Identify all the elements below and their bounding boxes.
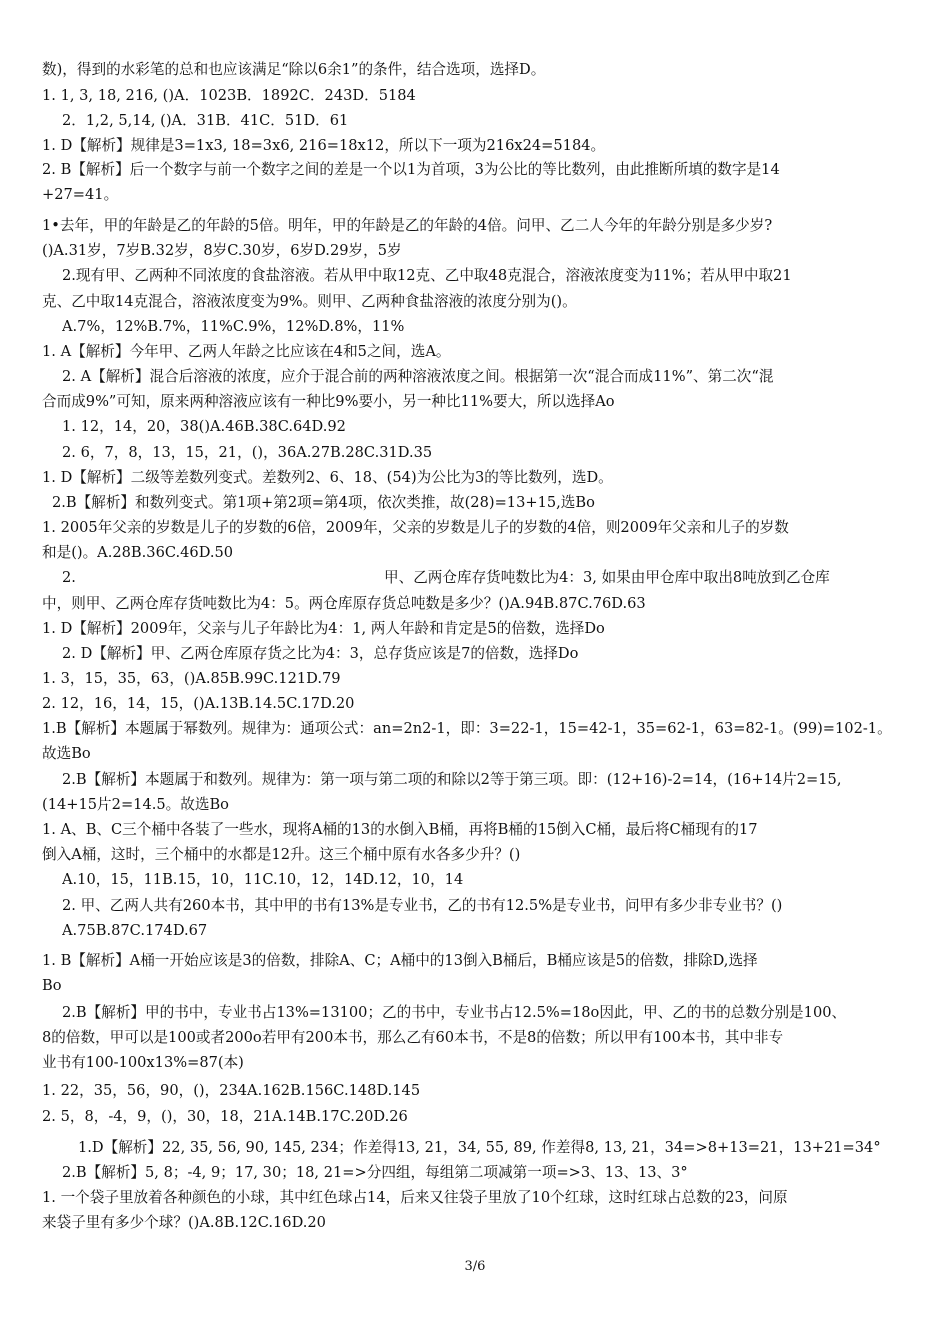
- text-line: 克、乙中取14克混合，溶液浓度变为9%。则甲、乙两种食盐溶液的浓度分别为()。: [42, 293, 577, 310]
- text-line: 1. A【解析】今年甲、乙两人年龄之比应该在4和5之间，选A。: [42, 343, 451, 360]
- text-line: 1. B【解析】A桶一开始应该是3的倍数，排除A、C；A桶中的13倒入B桶后，B桶应该是5的倍数，排除D,选择: [42, 952, 758, 969]
- text-line: 1.D【解析】22, 35, 56, 90, 145, 234；作差得13, 21，34, 55, 89, 作差得8, 13, 21，34=>8+13=21，13+21=34°: [78, 1139, 881, 1156]
- page-number: 3/6: [464, 1259, 486, 1274]
- text-line: 1. D【解析】二级等差数列变式。差数列2、6、18、(54)为公比为3的等比数列，选D。: [42, 469, 613, 486]
- text-line: 1. 3，15，35，63，()A.85B.99C.121D.79: [42, 670, 341, 687]
- text-line: 1. 12，14，20，38()A.46B.38C.64D.92: [62, 418, 346, 435]
- text-line: 2. A【解析】混合后溶液的浓度，应介于混合前的两种溶液浓度之间。根据第一次“混合而成11%”、第二次“混: [62, 368, 774, 385]
- text-line: 甲、乙两仓库存货吨数比为4：3, 如果由甲仓库中取出8吨放到乙仓库: [384, 569, 830, 586]
- text-line: 和是()。A.28B.36C.46D.50: [42, 544, 234, 561]
- text-line: 2. 甲、乙两人共有260本书，其中甲的书有13%是专业书，乙的书有12.5%是专业书，问甲有多少非专业书？(): [62, 897, 783, 914]
- text-line: 1•去年，甲的年龄是乙的年龄的5倍。明年，甲的年龄是乙的年龄的4倍。问甲、乙二人今年的年龄分别是多少岁?: [42, 217, 773, 234]
- text-line: 合而成9%”可知，原来两种溶液应该有一种比9%要小，另一种比11%要大，所以选择Ao: [42, 393, 615, 410]
- text-line: 2. 5，8，-4，9，()，30，18，21A.14B.17C.20D.26: [42, 1108, 408, 1125]
- text-line: Bo: [42, 977, 62, 994]
- text-line: 1.B【解析】本题属于幂数列。规律为：通项公式：an=2n2-1，即：3=22-1，15=42-1，35=62-1，63=82-1。(99)=102-1。: [42, 720, 892, 737]
- text-line: A.75B.87C.174D.67: [62, 922, 208, 939]
- text-line: 2.B【解析】5, 8；-4, 9；17, 30；18, 21=>分四组，每组第二项减第一项=>3、13、13、3°: [62, 1164, 688, 1181]
- text-line: 1. D【解析】2009年，父亲与儿子年龄比为4：1, 两人年龄和肯定是5的倍数，选择Do: [42, 620, 605, 637]
- text-line: 1. D【解析】规律是3=1x3, 18=3x6, 216=18x12，所以下一项为216x24=5184。: [42, 137, 606, 154]
- text-line: 2. 6，7，8，13，15，21，()，36A.27B.28C.31D.35: [62, 444, 433, 461]
- text-line: 2. 12，16，14，15，()A.13B.14.5C.17D.20: [42, 695, 355, 712]
- text-line: 1. 2005年父亲的岁数是儿子的岁数的6倍，2009年，父亲的岁数是儿子的岁数的4倍，则2009年父亲和儿子的岁数: [42, 519, 789, 536]
- text-line: 1. 一个袋子里放着各种颜色的小球，其中红色球占14，后来又往袋子里放了10个红球，这时红球占总数的23，问原: [42, 1189, 788, 1206]
- text-line: 2. D【解析】甲、乙两仓库原存货之比为4：3，总存货应该是7的倍数，选择Do: [62, 645, 579, 662]
- text-line: 业书有100-100x13%=87(本): [42, 1054, 244, 1071]
- text-line: 故选Bo: [42, 745, 91, 762]
- text-line: 2.B【解析】甲的书中，专业书占13%=13100；乙的书中，专业书占12.5%=18o因此，甲、乙的书的总数分别是100、: [62, 1004, 847, 1021]
- text-line: 2.现有甲、乙两种不同浓度的食盐溶液。若从甲中取12克、乙中取48克混合，溶液浓度变为11%；若从甲中取21: [62, 267, 792, 284]
- text-line: A.7%，12%B.7%，11%C.9%，12%D.8%，11%: [62, 318, 405, 335]
- text-line: 数)，得到的水彩笔的总和也应该满足“除以6余1”的条件，结合选项，选择D。: [42, 61, 546, 78]
- text-line: A.10，15，11B.15，10，11C.10，12，14D.12，10，14: [62, 871, 464, 888]
- text-line: 2.B【解析】本题属于和数列。规律为：第一项与第二项的和除以2等于第三项。即：(12+16)-2=14，(16+14片2=15,: [62, 771, 842, 788]
- text-line: ()A.31岁，7岁B.32岁，8岁C.30岁，6岁D.29岁，5岁: [42, 242, 402, 259]
- text-line: 1. A、B、C三个桶中各装了一些水，现将A桶的13的水倒入B桶，再将B桶的15倒入C桶，最后将C桶现有的17: [42, 821, 758, 838]
- text-line: 1. 22，35，56，90，()，234A.162B.156C.148D.145: [42, 1082, 421, 1099]
- text-line: +27=41。: [42, 186, 119, 203]
- text-line: 倒入A桶，这时，三个桶中的水都是12升。这三个桶中原有水各多少升？(): [42, 846, 521, 863]
- text-line: 2.: [62, 569, 76, 586]
- text-line: 来袋子里有多少个球？()A.8B.12C.16D.20: [42, 1214, 326, 1231]
- text-line: (14+15片2=14.5。故选Bo: [42, 796, 229, 813]
- text-line: 2. B【解析】后一个数字与前一个数字之间的差是一个以1为首项，3为公比的等比数列，由此推断所填的数字是14: [42, 161, 780, 178]
- text-line: 2．1,2, 5,14, ()A．31B．41C．51D．61: [62, 112, 349, 129]
- text-line: 中，则甲、乙两仓库存货吨数比为4：5。两仓库原存货总吨数是多少？()A.94B.87C.76D.63: [42, 595, 646, 612]
- text-line: 1. 1, 3, 18, 216, ()A．1023B．1892C．243D．5184: [42, 87, 416, 104]
- text-line: 2.B【解析】和数列变式。第1项+第2项=第4项，依次类推，故(28)=13+15,选Bo: [52, 494, 595, 511]
- text-line: 8的倍数，甲可以是100或者200o若甲有200本书，那么乙有60本书，不是8的倍数；所以甲有100本书，其中非专: [42, 1029, 784, 1046]
